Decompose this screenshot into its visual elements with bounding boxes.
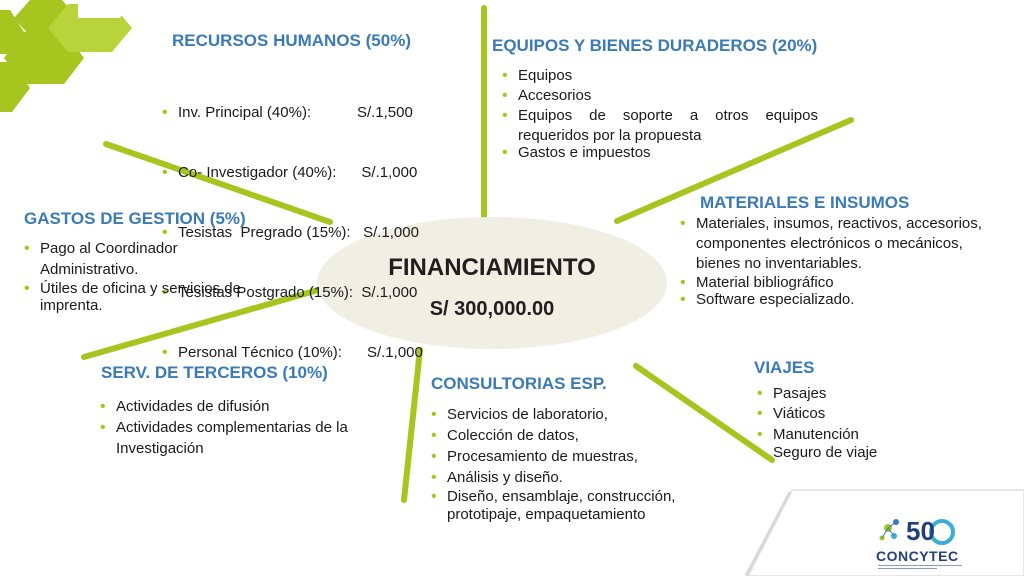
list-item: • Diseño, ensamblaje, construcción, prototipaje, empaquetamiento <box>429 488 729 524</box>
recursos-humanos-pct: (50%) <box>365 31 411 50</box>
consultorias-heading <box>431 374 607 394</box>
list-item: • Software especializado. <box>678 291 1008 308</box>
list-item: • Actividades complementarias de la Investigación <box>98 417 398 459</box>
list-item: • Actividades de difusión <box>98 396 398 417</box>
list-item: • Inv. Principal (40%): S/.1,500 <box>160 103 423 123</box>
concytec-logo <box>872 514 972 572</box>
gastos-gestion-list <box>22 238 262 314</box>
equipos-title: EQUIPOS Y BIENES DURADEROS <box>492 36 768 55</box>
serv-terceros-list <box>98 396 398 459</box>
consultorias-title: CONSULTORIAS ESP. <box>431 374 607 393</box>
serv-terceros-title: SERV. DE TERCEROS <box>101 363 278 382</box>
list-item: • Co- Investigador (40%): S/.1,000 <box>160 163 423 183</box>
serv-terceros-heading <box>101 363 328 383</box>
gastos-gestion-title: GASTOS DE GESTION <box>24 209 206 228</box>
equipos-list <box>500 66 818 163</box>
list-item: • Material bibliográfico <box>678 274 1008 291</box>
serv-terceros-pct: (10%) <box>282 363 328 382</box>
logo-name: CONCYTEC <box>876 548 959 564</box>
list-item: • Pasajes <box>755 384 955 404</box>
recursos-humanos-title: RECURSOS HUMANOS <box>172 31 361 50</box>
materiales-heading <box>700 193 909 213</box>
list-item: • Gastos e impuestos <box>500 143 818 163</box>
materiales-list <box>678 214 1008 308</box>
materiales-title: MATERIALES E INSUMOS <box>700 193 910 212</box>
center-amount: S/ 300,000.00 <box>429 298 555 320</box>
list-item: • Pago al Coordinador Administrativo. <box>22 238 210 280</box>
list-item: • Colección de datos, <box>429 425 729 446</box>
list-item: • Tesistas Pregrado (15%): S/.1,000 <box>160 223 423 243</box>
list-item: • Procesamiento de muestras, <box>429 446 729 467</box>
list-item: • Viáticos <box>755 404 955 424</box>
viajes-list <box>755 384 955 461</box>
list-item: • Equipos de soporte a otros equipos requeridos por la propuesta <box>500 106 818 146</box>
equipos-pct: (20%) <box>771 36 818 55</box>
hexagon-decoration <box>0 0 132 112</box>
logo-number: 50 <box>906 516 935 546</box>
list-item: • Útiles de oficina y servicios de imprenta. <box>22 280 262 314</box>
consultorias-list <box>429 404 729 524</box>
gastos-gestion-heading <box>24 209 246 229</box>
list-item: • Seguro de viaje <box>755 444 955 461</box>
list-item: • Servicios de laboratorio, <box>429 404 729 425</box>
logo-subtitle-lines <box>878 565 962 570</box>
viajes-title: VIAJES <box>754 358 815 377</box>
list-item: • Materiales, insumos, reactivos, accesorios, componentes electrónicos o mecánicos, bienes no inventariables. <box>678 214 1008 274</box>
viajes-heading <box>754 358 814 378</box>
list-item: • Tesistas Postgrado (15%): S/.1,000 <box>160 283 423 303</box>
list-item: • Análisis y diseño. <box>429 467 729 488</box>
equipos-heading <box>492 36 817 56</box>
center-title: FINANCIAMIENTO <box>388 254 596 281</box>
list-item: • Manutención <box>755 426 955 444</box>
list-item: • Personal Técnico (10%): S/.1,000 <box>160 343 423 363</box>
recursos-humanos-heading <box>172 31 411 51</box>
gastos-gestion-pct: (5%) <box>209 209 246 228</box>
list-item: • Equipos <box>500 66 818 86</box>
list-item: • Accesorios <box>500 86 818 106</box>
